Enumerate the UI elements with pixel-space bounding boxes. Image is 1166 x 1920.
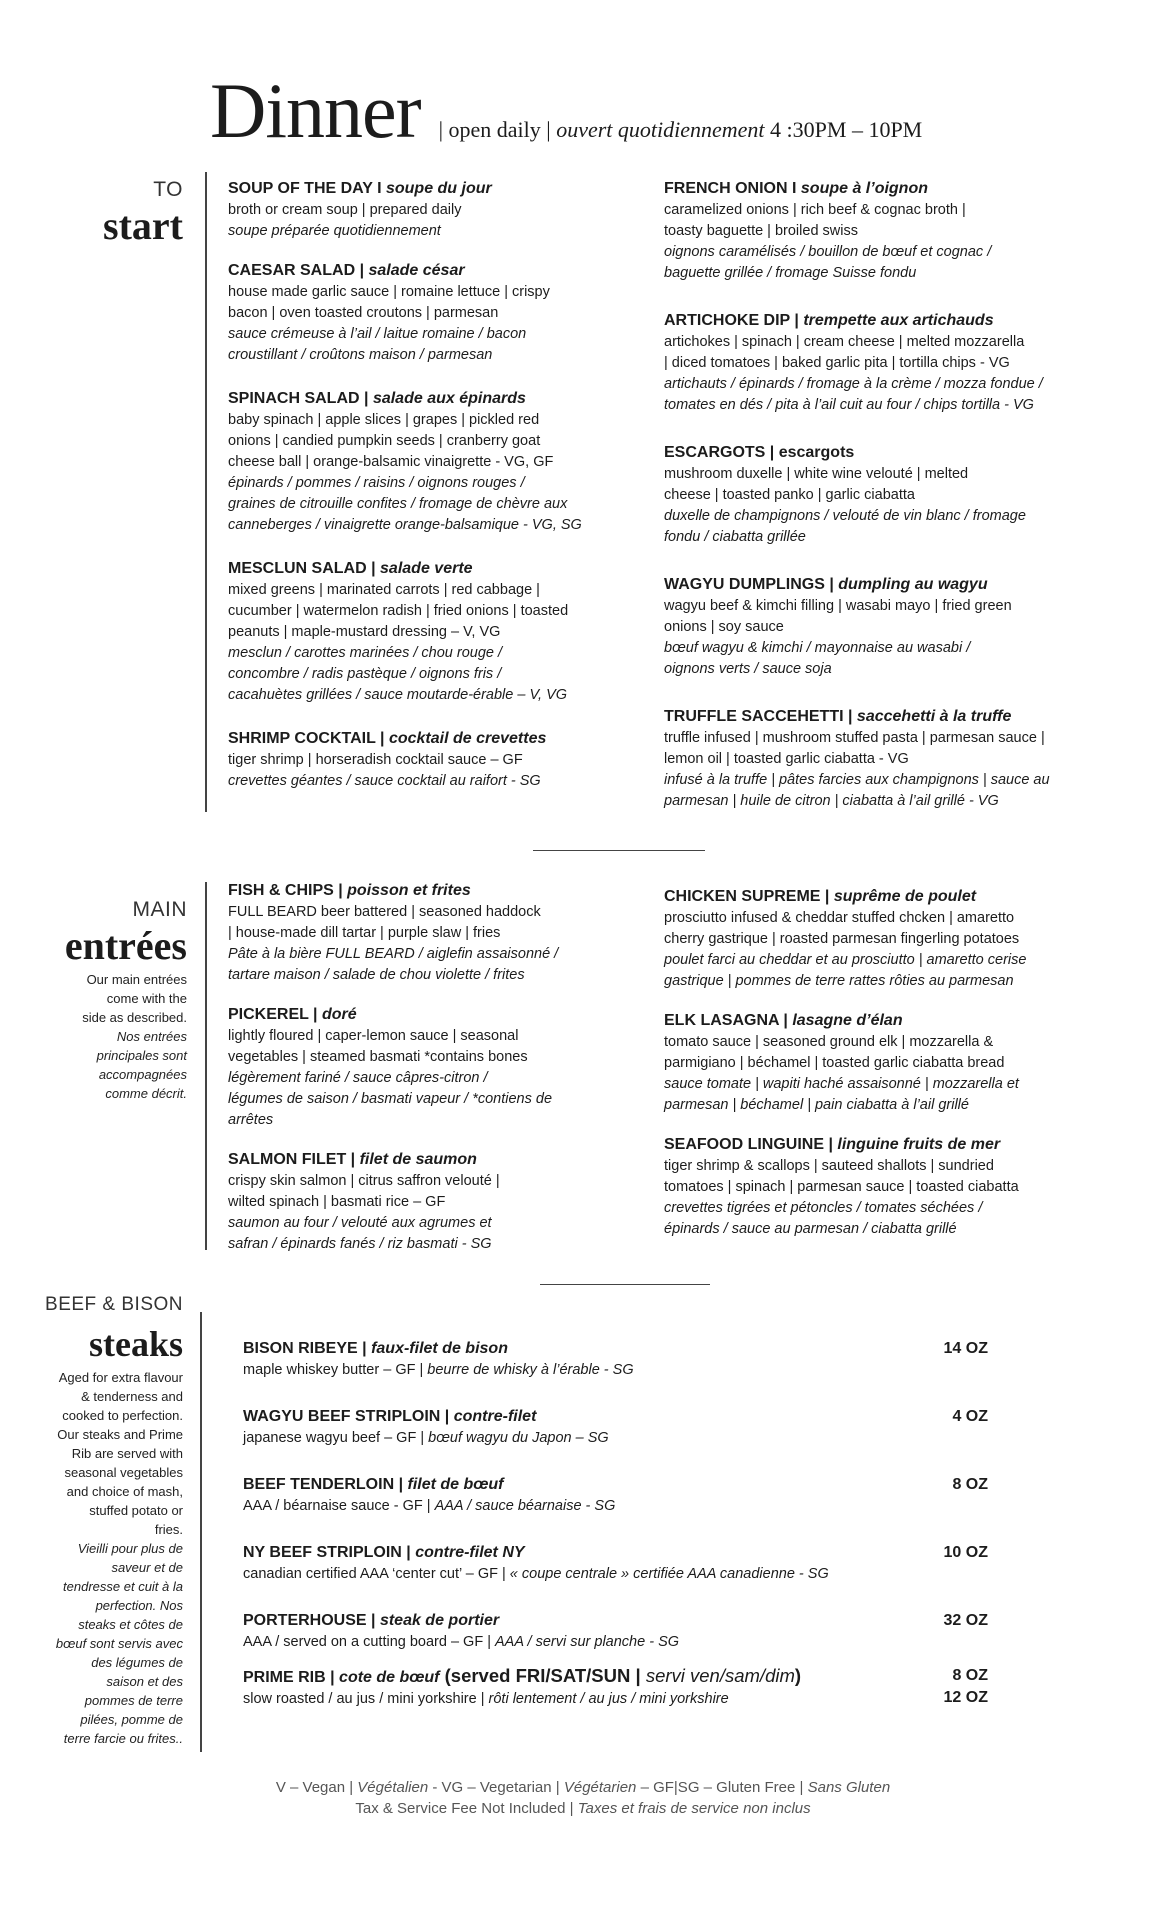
- item-desc-line: mixed greens | marinated carrots | red cabbage |: [228, 582, 540, 598]
- starters-section-label: [23, 178, 183, 246]
- item-desc-en: japanese wagyu beef – GF |: [243, 1430, 429, 1446]
- note-line-fr: comme décrit.: [105, 1086, 187, 1101]
- item-name-en: MESCLUN SALAD |: [228, 560, 381, 577]
- tax-note: [0, 1798, 1166, 1819]
- item-name-en: WAGYU DUMPLINGS |: [664, 576, 839, 593]
- note-line-fr: principales sont: [96, 1048, 187, 1063]
- note-line-fr: perfection. Nos: [95, 1598, 183, 1613]
- menu-item-steak: [243, 1406, 988, 1449]
- menu-item-steak: [243, 1610, 988, 1653]
- menu-item-name: [228, 178, 648, 200]
- item-desc-line: lightly floured | caper-lemon sauce | seasonal: [228, 1028, 519, 1044]
- note-line: side as described.: [82, 1010, 187, 1025]
- item-desc-line-fr: parmesan | béchamel | pain ciabatta à l’ail grillé: [664, 1097, 969, 1113]
- item-name-fr: lasagne d’élan: [792, 1012, 903, 1029]
- item-desc-line-fr: canneberges / vinaigrette orange-balsamique - VG, SG: [228, 517, 582, 533]
- open-daily-label: open daily: [448, 117, 541, 142]
- item-desc-fr: bœuf wagyu du Japon – SG: [428, 1430, 609, 1446]
- item-desc-fr: beurre de whisky à l’érable - SG: [427, 1362, 634, 1378]
- menu-item-name: [664, 310, 1114, 332]
- menu-item-steak: [243, 1474, 988, 1517]
- item-desc-line-fr: épinards / pommes / raisins / oignons rouges /: [228, 475, 525, 491]
- item-desc-line: vegetables | steamed basmati *contains bones: [228, 1049, 528, 1065]
- item-desc-line-fr: épinards / sauce au parmesan / ciabatta grillé: [664, 1221, 957, 1237]
- item-name-en: ESCARGOTS | escargots: [664, 444, 855, 461]
- section-note: [17, 970, 187, 1103]
- item-name-fr: trempette aux artichauds: [803, 312, 994, 329]
- item-desc-line: broth or cream soup | prepared daily: [228, 202, 462, 218]
- legend-text-fr: Sans Gluten: [807, 1779, 891, 1796]
- item-name-en: NY BEEF STRIPLOIN |: [243, 1544, 416, 1561]
- page-title: Dinner: [210, 67, 421, 154]
- item-desc-line: prosciutto infused & cheddar stuffed chcken | amaretto: [664, 910, 1015, 926]
- item-desc-line-fr: graines de citrouille confites / fromage de chèvre aux: [228, 496, 568, 512]
- note-line-fr: des légumes de: [91, 1655, 183, 1670]
- menu-item-name: [228, 1149, 648, 1171]
- item-desc-line: | diced tomatoes | baked garlic pita | tortilla chips - VG: [664, 355, 1010, 371]
- item-desc-line: toasty baguette | broiled swiss: [664, 223, 858, 239]
- menu-item-name: [664, 1134, 1114, 1156]
- item-name-en: BISON RIBEYE |: [243, 1340, 372, 1357]
- menu-item-description: [243, 1689, 988, 1710]
- item-desc-line-fr: légèrement fariné / sauce câpres-citron /: [228, 1070, 488, 1086]
- item-desc-fr: AAA / sauce béarnaise - SG: [434, 1498, 616, 1514]
- item-desc-en: AAA / served on a cutting board – GF |: [243, 1634, 496, 1650]
- item-desc-en: canadian certified AAA ‘center cut’ – GF |: [243, 1566, 510, 1582]
- item-desc-line-fr: cacahuètes grillées / sauce moutarde-érable – V, VG: [228, 687, 568, 703]
- note-line: seasonal vegetables: [64, 1465, 183, 1480]
- item-name-fr: saccehetti à la truffe: [856, 708, 1012, 725]
- item-desc-line-fr: poulet farci au cheddar et au prosciutto | amaretto cerise: [664, 952, 1027, 968]
- item-size-1: 8 OZ: [952, 1667, 988, 1684]
- menu-item: [228, 1004, 648, 1131]
- menu-item: [664, 1010, 1114, 1116]
- menu-item: [664, 886, 1114, 992]
- item-desc-line-fr: oignons caramélisés / bouillon de bœuf et cognac /: [664, 244, 992, 260]
- note-line: stuffed potato or: [89, 1503, 183, 1518]
- item-name-fr: suprême de poulet: [833, 888, 977, 905]
- item-desc-line: tiger shrimp & scallops | sauteed shallots | sundried: [664, 1158, 994, 1174]
- item-name-fr: cocktail de crevettes: [388, 730, 547, 747]
- item-desc-line-fr: crevettes géantes / sauce cocktail au raifort - SG: [228, 773, 541, 789]
- item-desc-line: onions | candied pumpkin seeds | cranberry goat: [228, 433, 541, 449]
- item-desc-line: house made garlic sauce | romaine lettuce | crispy: [228, 284, 550, 300]
- note-line: fries.: [154, 1522, 183, 1537]
- header-separator: |: [438, 117, 444, 142]
- item-desc-line-fr: sauce tomate | wapiti haché assaisonné | mozzarella et: [664, 1076, 1019, 1092]
- note-line: Our steaks and Prime: [57, 1427, 183, 1442]
- legend-text: V – Vegan |: [275, 1779, 358, 1796]
- note-line: cooked to perfection.: [62, 1408, 183, 1423]
- legend-text-fr: Végétarien: [563, 1779, 637, 1796]
- menu-item-name: [664, 442, 1114, 464]
- item-name-en: SALMON FILET |: [228, 1151, 360, 1168]
- note-line-fr: tendresse et cuit à la: [63, 1579, 183, 1594]
- item-desc-line-fr: artichauts / épinards / fromage à la crème / mozza fondue /: [664, 376, 1043, 392]
- item-desc-line-fr: tomates en dés / pita à l’ail cuit au four / chips tortilla - VG: [664, 397, 1034, 413]
- item-name-en: SHRIMP COCKTAIL |: [228, 730, 389, 747]
- item-name-en: BEEF TENDERLOIN |: [243, 1476, 408, 1493]
- item-name-fr: salade aux épinards: [372, 390, 526, 407]
- item-name-en: SEAFOOD LINGUINE |: [664, 1136, 838, 1153]
- item-name-fr: linguine fruits de mer: [837, 1136, 1001, 1153]
- item-desc-line: cheese ball | orange-balsamic vinaigrette - VG, GF: [228, 454, 554, 470]
- menu-item-name: [243, 1665, 988, 1689]
- menu-item-name: [228, 880, 648, 902]
- item-desc-line: cucumber | watermelon radish | fried onions | toasted: [228, 603, 569, 619]
- item-desc-line-fr: bœuf wagyu & kimchi / mayonnaise au wasabi /: [664, 640, 971, 656]
- menu-item: [664, 574, 1114, 680]
- item-desc-fr: rôti lentement / au jus / mini yorkshire: [488, 1691, 729, 1707]
- item-desc-line: crispy skin salmon | citrus saffron velouté |: [228, 1173, 500, 1189]
- section-divider-vertical: [205, 882, 207, 1250]
- item-desc-line-fr: gastrique | pommes de terre rattes rôties au parmesan: [664, 973, 1014, 989]
- item-name-fr: salade césar: [368, 262, 465, 279]
- mains-section-label: [17, 898, 187, 1103]
- steaks-section-label: [18, 1294, 183, 1748]
- item-desc-en: AAA / béarnaise sauce - GF |: [243, 1498, 435, 1514]
- section-divider-horizontal: [540, 1284, 710, 1285]
- note-line-fr: accompagnées: [98, 1067, 187, 1082]
- section-label-small: BEEF & BISON: [45, 1294, 183, 1315]
- menu-item-name: [664, 886, 1114, 908]
- legend-text-fr: Végétalien: [357, 1779, 429, 1796]
- menu-item-description: [243, 1496, 988, 1517]
- menu-item: [664, 310, 1114, 416]
- item-desc-line-fr: arrêtes: [228, 1112, 274, 1128]
- note-line: and choice of mash,: [66, 1484, 183, 1499]
- item-desc-line: cherry gastrique | roasted parmesan fingerling potatoes: [664, 931, 1020, 947]
- item-name-en: CHICKEN SUPREME |: [664, 888, 834, 905]
- opening-hours: 4 :30PM – 10PM: [770, 117, 923, 142]
- menu-item: [664, 1134, 1114, 1240]
- item-desc-line-fr: infusé à la truffe | pâtes farcies aux champignons | sauce au: [664, 772, 1050, 788]
- item-desc-line-fr: fondu / ciabatta grillée: [664, 529, 806, 545]
- dietary-legend: [0, 1777, 1166, 1819]
- item-desc-fr: AAA / servi sur planche - SG: [495, 1634, 680, 1650]
- section-label-small: TO: [153, 178, 183, 201]
- menu-item: [228, 1149, 648, 1255]
- section-label-big: start: [103, 203, 183, 248]
- note-line: Aged for extra flavour: [58, 1370, 183, 1385]
- section-label-big: entrées: [64, 923, 187, 968]
- item-desc-line: FULL BEARD beer battered | seasoned haddock: [228, 904, 541, 920]
- item-desc-line: bacon | oven toasted croutons | parmesan: [228, 305, 499, 321]
- note-line-fr: saison et des: [106, 1674, 183, 1689]
- item-name-en: PRIME RIB |: [243, 1669, 340, 1686]
- menu-item-name: [228, 1004, 648, 1026]
- item-name-en: PICKEREL |: [228, 1006, 322, 1023]
- menu-item-name: [243, 1610, 988, 1632]
- menu-item-description: [243, 1632, 988, 1653]
- item-desc-line-fr: légumes de saison / basmati vapeur / *contiens de: [228, 1091, 553, 1107]
- item-desc-line-fr: croustillant / croûtons maison / parmesan: [228, 347, 493, 363]
- item-name-en: PORTERHOUSE |: [243, 1612, 380, 1629]
- note-line: come with the: [106, 991, 187, 1006]
- menu-item-name: [243, 1474, 988, 1496]
- item-desc-en: maple whiskey butter – GF |: [243, 1362, 428, 1378]
- item-name-fr: soupe du jour: [385, 180, 492, 197]
- menu-item-steak: [243, 1338, 988, 1381]
- menu-item-name: [664, 1010, 1114, 1032]
- item-desc-line-fr: mesclun / carottes marinées / chou rouge /: [228, 645, 503, 661]
- item-desc-line-fr: concombre / radis pastèque / oignons fris /: [228, 666, 502, 682]
- served-days: (served FRI/SAT/SUN |: [439, 1665, 646, 1686]
- menu-item: [664, 442, 1114, 548]
- item-name-en: SPINACH SALAD |: [228, 390, 373, 407]
- menu-item-name: [228, 260, 648, 282]
- item-desc-line: | house-made dill tartar | purple slaw | fries: [228, 925, 501, 941]
- item-name-en: ARTICHOKE DIP |: [664, 312, 804, 329]
- menu-item-name: [243, 1406, 988, 1428]
- item-size: 32 OZ: [943, 1612, 988, 1629]
- note-line-fr: saveur et de: [111, 1560, 183, 1575]
- item-name-fr: contre-filet: [453, 1408, 537, 1425]
- legend-line: [0, 1777, 1166, 1798]
- item-name-fr: steak de portier: [379, 1612, 500, 1629]
- menu-item: [228, 728, 648, 792]
- menu-item: [664, 706, 1114, 812]
- item-desc-line-fr: Pâte à la bière FULL BEARD / aiglefin assaisonné /: [228, 946, 559, 962]
- section-divider-vertical: [205, 172, 207, 812]
- menu-item-description: [243, 1360, 988, 1381]
- item-size: 10 OZ: [943, 1544, 988, 1561]
- item-size: 8 OZ: [952, 1476, 988, 1493]
- header-separator: |: [546, 117, 551, 142]
- item-desc-line: wagyu beef & kimchi filling | wasabi mayo | fried green: [664, 598, 1012, 614]
- section-label-small: MAIN: [132, 898, 187, 921]
- item-desc-line: cheese | toasted panko | garlic ciabatta: [664, 487, 915, 503]
- mains-right-column: [664, 886, 1114, 1240]
- section-divider-vertical: [200, 1312, 202, 1752]
- item-name-fr: poisson et frites: [347, 882, 471, 899]
- menu-item-name: [228, 728, 648, 750]
- section-label-big: steaks: [88, 1324, 183, 1364]
- legend-text: - VG – Vegetarian |: [428, 1779, 564, 1796]
- item-desc-en: slow roasted / au jus / mini yorkshire |: [243, 1691, 489, 1707]
- served-days-end: ): [794, 1665, 802, 1686]
- item-name-fr: filet de saumon: [359, 1151, 477, 1168]
- item-desc-line-fr: oignons verts / sauce soja: [664, 661, 832, 677]
- menu-item-steak: [243, 1542, 988, 1585]
- item-desc-line: truffle infused | mushroom stuffed pasta | parmesan sauce |: [664, 730, 1045, 746]
- item-desc-line-fr: saumon au four / velouté aux agrumes et: [228, 1215, 492, 1231]
- section-divider-horizontal: [533, 850, 705, 851]
- menu-item-name: [243, 1542, 988, 1564]
- menu-header: [210, 67, 923, 154]
- note-line-fr: Nos entrées: [116, 1029, 187, 1044]
- note-line-fr: bœuf sont servis avec: [55, 1636, 183, 1651]
- menu-item: [228, 388, 648, 536]
- note-line-fr: pilées, pomme de: [80, 1712, 183, 1727]
- item-name-en: FRENCH ONION I: [664, 180, 801, 197]
- item-name-fr: filet de bœuf: [407, 1476, 504, 1493]
- menu-item-name: [228, 388, 648, 410]
- note-line: Our main entrées: [86, 972, 187, 987]
- menu-item-name: [664, 574, 1114, 596]
- item-name-fr: contre-filet NY: [415, 1544, 525, 1561]
- item-name-en: CAESAR SALAD |: [228, 262, 369, 279]
- tax-note-text: Tax & Service Fee Not Included |: [355, 1800, 578, 1817]
- item-name-fr: soupe à l’oignon: [800, 180, 928, 197]
- item-desc-line: peanuts | maple-mustard dressing – V, VG: [228, 624, 501, 640]
- served-days-fr: servi ven/sam/dim: [645, 1665, 795, 1686]
- menu-item: [664, 178, 1114, 284]
- item-size: 4 OZ: [952, 1408, 988, 1425]
- menu-item-description: [243, 1564, 988, 1585]
- item-desc-line: baby spinach | apple slices | grapes | pickled red: [228, 412, 540, 428]
- menu-item-name: [664, 178, 1114, 200]
- item-desc-line: mushroom duxelle | white wine velouté | melted: [664, 466, 969, 482]
- item-desc-line: caramelized onions | rich beef & cognac broth |: [664, 202, 966, 218]
- item-desc-line-fr: parmesan | huile de citron | ciabatta à l’ail grillé - VG: [664, 793, 999, 809]
- menu-item: [228, 260, 648, 366]
- starters-left-column: [228, 178, 648, 792]
- item-size-2: 12 OZ: [943, 1689, 988, 1706]
- item-desc-line: tiger shrimp | horseradish cocktail sauce – GF: [228, 752, 523, 768]
- item-name-fr: salade verte: [380, 560, 473, 577]
- note-line-fr: pommes de terre: [84, 1693, 183, 1708]
- item-name-fr: dumpling au wagyu: [838, 576, 988, 593]
- note-line-fr: steaks et côtes de: [78, 1617, 183, 1632]
- item-size: 14 OZ: [943, 1340, 988, 1357]
- item-desc-fr: « coupe centrale » certifiée AAA canadienne - SG: [509, 1566, 829, 1582]
- item-desc-line: tomatoes | spinach | parmesan sauce | toasted ciabatta: [664, 1179, 1019, 1195]
- item-desc-line-fr: crevettes tigrées et pétoncles / tomates séchées /: [664, 1200, 983, 1216]
- item-name-en: FISH & CHIPS |: [228, 882, 348, 899]
- menu-item-name: [243, 1338, 988, 1360]
- item-size: [944, 1665, 988, 1709]
- menu-item: [228, 880, 648, 986]
- section-note: [18, 1368, 183, 1748]
- menu-item-name: [664, 706, 1114, 728]
- item-desc-line-fr: sauce crémeuse à l’ail / laitue romaine / bacon: [228, 326, 527, 342]
- open-daily-label-fr: ouvert quotidiennement: [556, 117, 765, 142]
- item-name-en: ELK LASAGNA |: [664, 1012, 793, 1029]
- item-name-fr: faux-filet de bison: [371, 1340, 508, 1357]
- menu-item-description: [243, 1428, 988, 1449]
- item-name-en: TRUFFLE SACCEHETTI |: [664, 708, 857, 725]
- mains-left-column: [228, 880, 648, 1255]
- item-desc-line-fr: safran / épinards fanés / riz basmati - SG: [228, 1236, 492, 1252]
- note-line: Rib are served with: [71, 1446, 183, 1461]
- item-name-en: SOUP OF THE DAY I: [228, 180, 386, 197]
- menu-item-name: [228, 558, 648, 580]
- menu-item: [228, 558, 648, 706]
- item-desc-line: wilted spinach | basmati rice – GF: [228, 1194, 446, 1210]
- item-desc-line-fr: tartare maison / salade de chou violette / frites: [228, 967, 525, 983]
- note-line: & tenderness and: [81, 1389, 183, 1404]
- item-name-en: WAGYU BEEF STRIPLOIN |: [243, 1408, 454, 1425]
- item-desc-line: tomato sauce | seasoned ground elk | mozzarella &: [664, 1034, 994, 1050]
- item-desc-line: onions | soy sauce: [664, 619, 784, 635]
- header-subtitle: [439, 117, 923, 143]
- item-desc-line: artichokes | spinach | cream cheese | melted mozzarella: [664, 334, 1025, 350]
- tax-note-text-fr: Taxes et frais de service non inclus: [577, 1800, 811, 1817]
- item-desc-line-fr: duxelle de champignons / velouté de vin blanc / fromage: [664, 508, 1026, 524]
- menu-item-prime-rib: [243, 1665, 988, 1710]
- menu-item: [228, 178, 648, 242]
- item-desc-line-fr: baguette grillée / fromage Suisse fondu: [664, 265, 917, 281]
- item-desc-line: lemon oil | toasted garlic ciabatta - VG: [664, 751, 909, 767]
- note-line-fr: Vieilli pour plus de: [77, 1541, 183, 1556]
- item-name-fr: doré: [321, 1006, 357, 1023]
- item-desc-line-fr: soupe préparée quotidiennement: [228, 223, 441, 239]
- item-desc-line: parmigiano | béchamel | toasted garlic ciabatta bread: [664, 1055, 1005, 1071]
- starters-right-column: [664, 178, 1114, 812]
- note-line-fr: terre farcie ou frites..: [63, 1731, 183, 1746]
- item-name-fr: cote de bœuf: [339, 1669, 440, 1686]
- legend-text: – GF|SG – Gluten Free |: [636, 1779, 808, 1796]
